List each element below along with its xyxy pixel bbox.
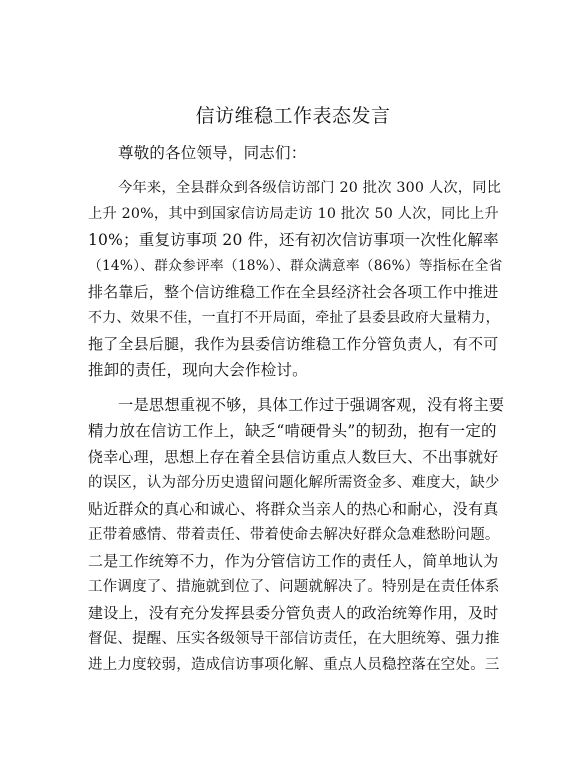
paragraph-line: 拖了全县后腿，我作为县委信访维稳工作分管负责人，有不可	[88, 335, 499, 353]
paragraph-line: 进上力度较弱，造成信访事项化解、重点人员稳控落在空处。三	[88, 657, 500, 673]
paragraph-line: 正带着感情、带着责任、带着使命去解决好群众急难愁盼问题。	[88, 527, 500, 543]
paragraph-line: 贴近群众的真心和诚心、将群众当亲人的热心和耐心，没有真	[88, 500, 499, 518]
paragraph-line: （14%）、群众参评率（18%）、群众满意率（86%）等指标在全省	[88, 258, 503, 274]
paragraph-line: 侥幸心理，思想上存在着全县信访重点人数巨大、不出事就好	[88, 448, 499, 466]
paragraph-line: 一是思想重视不够，具体工作过于强调客观，没有将主要	[118, 396, 505, 414]
document-title: 信访维稳工作表态发言	[195, 105, 391, 127]
paragraph-line: 的误区，认为部分历史遗留问题化解所需资金多、难度大，缺少	[88, 475, 500, 491]
paragraph-line: 督促、提醒、压实各级领导干部信访责任，在大胆统筹、强力推	[88, 631, 500, 647]
salutation: 尊敬的各位领导，同志们：	[118, 144, 307, 162]
paragraph-line: 不力、效果不佳，一直打不开局面，牵扯了县委县政府大量精力，	[88, 310, 500, 326]
paragraph-line: 二是工作统筹不力，作为分管信访工作的责任人，简单地认为	[88, 552, 499, 570]
paragraph-line: 排名靠后，整个信访维稳工作在全县经济社会各项工作中推进	[88, 283, 499, 301]
paragraph-line: 工作调度了、措施就到位了、问题就解决了。特别是在责任体系	[88, 579, 500, 595]
paragraph-line: 今年来，全县群众到各级信访部门 20 批次 300 人次，同比	[118, 180, 502, 196]
paragraph-line: 建设上，没有充分发挥县委分管负责人的政治统筹作用，及时	[88, 604, 499, 622]
paragraph-line: 精力放在信访工作上，缺乏“啃硬骨头”的韧劲，抱有一定的	[88, 422, 497, 440]
paragraph-line: 上升 20%，其中到国家信访局走访 10 批次 50 人次，同比上升	[88, 206, 499, 222]
paragraph-line: 10%；重复访事项 20 件，还有初次信访事项一次性化解率	[88, 231, 499, 249]
paragraph-line: 推卸的责任，现向大会作检讨。	[88, 361, 308, 379]
